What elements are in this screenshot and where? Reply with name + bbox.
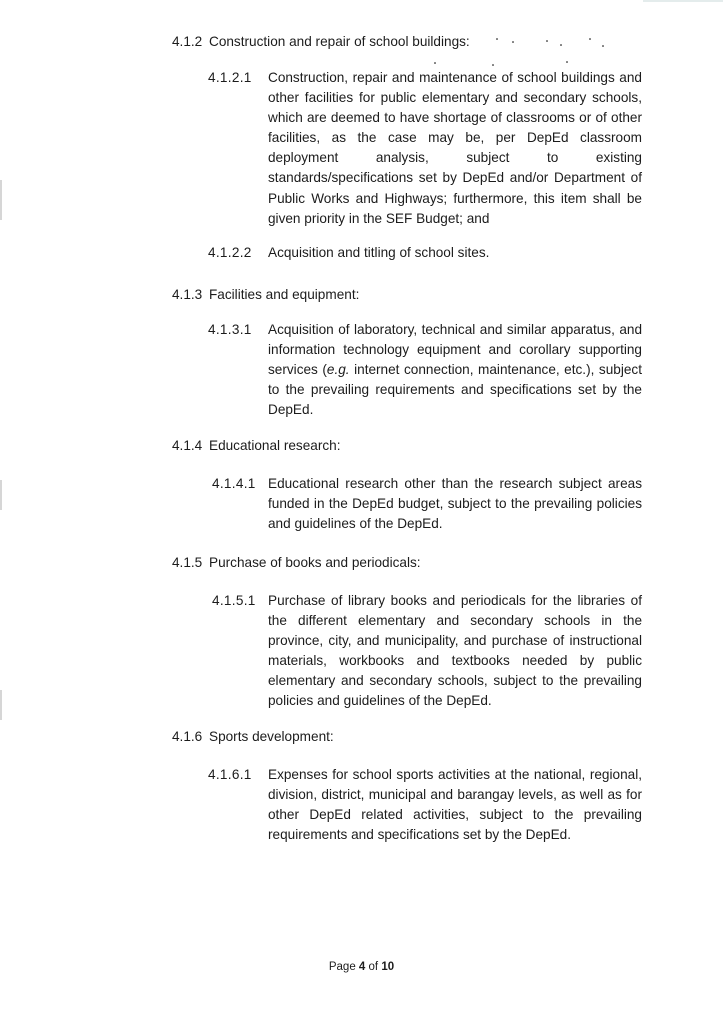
page-of-label: of xyxy=(368,961,379,973)
page-total-number: 10 xyxy=(381,961,395,973)
section-heading-4-1-4 xyxy=(172,436,340,455)
section-number: 4.1.6 xyxy=(172,729,203,744)
scan-speck xyxy=(566,61,568,63)
section-number: 4.1.3 xyxy=(172,287,203,302)
subsection-number: 4.1.3.1 xyxy=(208,322,252,337)
subsection-text: Educational research other than the research subject areas funded in the DepEd budget, subject to the prevailing policies and guidelines of the DepEd. xyxy=(268,476,642,532)
section-title: Educational research: xyxy=(209,438,341,453)
scan-edge-shadow xyxy=(0,480,2,510)
subsection-4-1-6-1 xyxy=(208,765,642,845)
subsection-4-1-3-1 xyxy=(208,320,642,420)
scan-speck xyxy=(560,44,562,46)
subsection-4-1-2-2 xyxy=(208,243,642,263)
scan-speck xyxy=(434,62,436,64)
scan-speck xyxy=(512,41,514,43)
section-title: Facilities and equipment: xyxy=(209,287,360,302)
subsection-text: Expenses for school sports activities at the national, regional, division, district, municipal and barangay levels, as well as for other DepEd related activities, subject to the prevailing requirements and specifications set by the DepEd. xyxy=(268,767,642,843)
section-heading-4-1-3 xyxy=(172,285,359,304)
scan-speck xyxy=(602,45,604,47)
section-heading-4-1-2 xyxy=(172,32,470,51)
subsection-number: 4.1.2.2 xyxy=(208,245,252,260)
subsection-text-part: Acquisition of laboratory, technical and similar apparatus, and information technology equipment and corollary supporting services ( xyxy=(268,322,642,378)
subsection-text: Acquisition and titling of school sites. xyxy=(268,245,490,260)
subsection-text-italic: e.g. xyxy=(326,362,350,378)
subsection-text xyxy=(268,320,642,420)
section-title: Construction and repair of school buildings: xyxy=(209,34,470,49)
section-title: Purchase of books and periodicals: xyxy=(209,555,421,570)
subsection-4-1-4-1 xyxy=(212,474,642,534)
subsection-number: 4.1.5.1 xyxy=(212,593,256,608)
subsection-4-1-5-1 xyxy=(212,591,642,712)
subsection-number: 4.1.6.1 xyxy=(208,767,252,782)
scan-edge-shadow xyxy=(0,180,2,220)
section-title: Sports development: xyxy=(209,729,334,744)
page-label: Page xyxy=(328,961,356,973)
subsection-text: Purchase of library books and periodicals for the libraries of the different elementary and secondary schools in the province, city, and municipality, and purchase of instructional materials, workbooks and textbooks needed by public elementary and secondary schools, subject to the prevailing policies and guidelines of the DepEd. xyxy=(268,593,642,709)
scan-speck xyxy=(496,38,498,40)
page-current-number: 4 xyxy=(358,961,366,973)
section-number: 4.1.4 xyxy=(172,438,203,453)
subsection-number: 4.1.2.1 xyxy=(208,70,252,85)
subsection-text-part: internet connection, maintenance, etc.), subject to the prevailing requirements and specifications set by the DepEd. xyxy=(268,362,642,418)
section-heading-4-1-6 xyxy=(172,727,334,746)
section-heading-4-1-5 xyxy=(172,553,421,572)
section-number: 4.1.5 xyxy=(172,555,203,570)
subsection-text: Construction, repair and maintenance of school buildings and other facilities for public elementary and secondary schools, which are deemed to have shortage of classrooms or of other facilities, as the case may be, per DepEd classroom deployment analysis, subject to existing standards/specifications set by DepEd and/or Department of Public Works and Highways; furthermore, this item shall be given priority in the SEF Budget; and xyxy=(268,70,642,226)
scan-speck xyxy=(589,38,591,40)
page-footer xyxy=(0,960,723,974)
scan-speck xyxy=(492,64,494,66)
scan-edge-mark xyxy=(643,0,723,2)
scan-speck xyxy=(546,40,548,42)
section-number: 4.1.2 xyxy=(172,34,203,49)
subsection-number: 4.1.4.1 xyxy=(212,476,256,491)
scan-edge-shadow xyxy=(0,690,2,720)
subsection-4-1-2-1 xyxy=(208,68,642,229)
